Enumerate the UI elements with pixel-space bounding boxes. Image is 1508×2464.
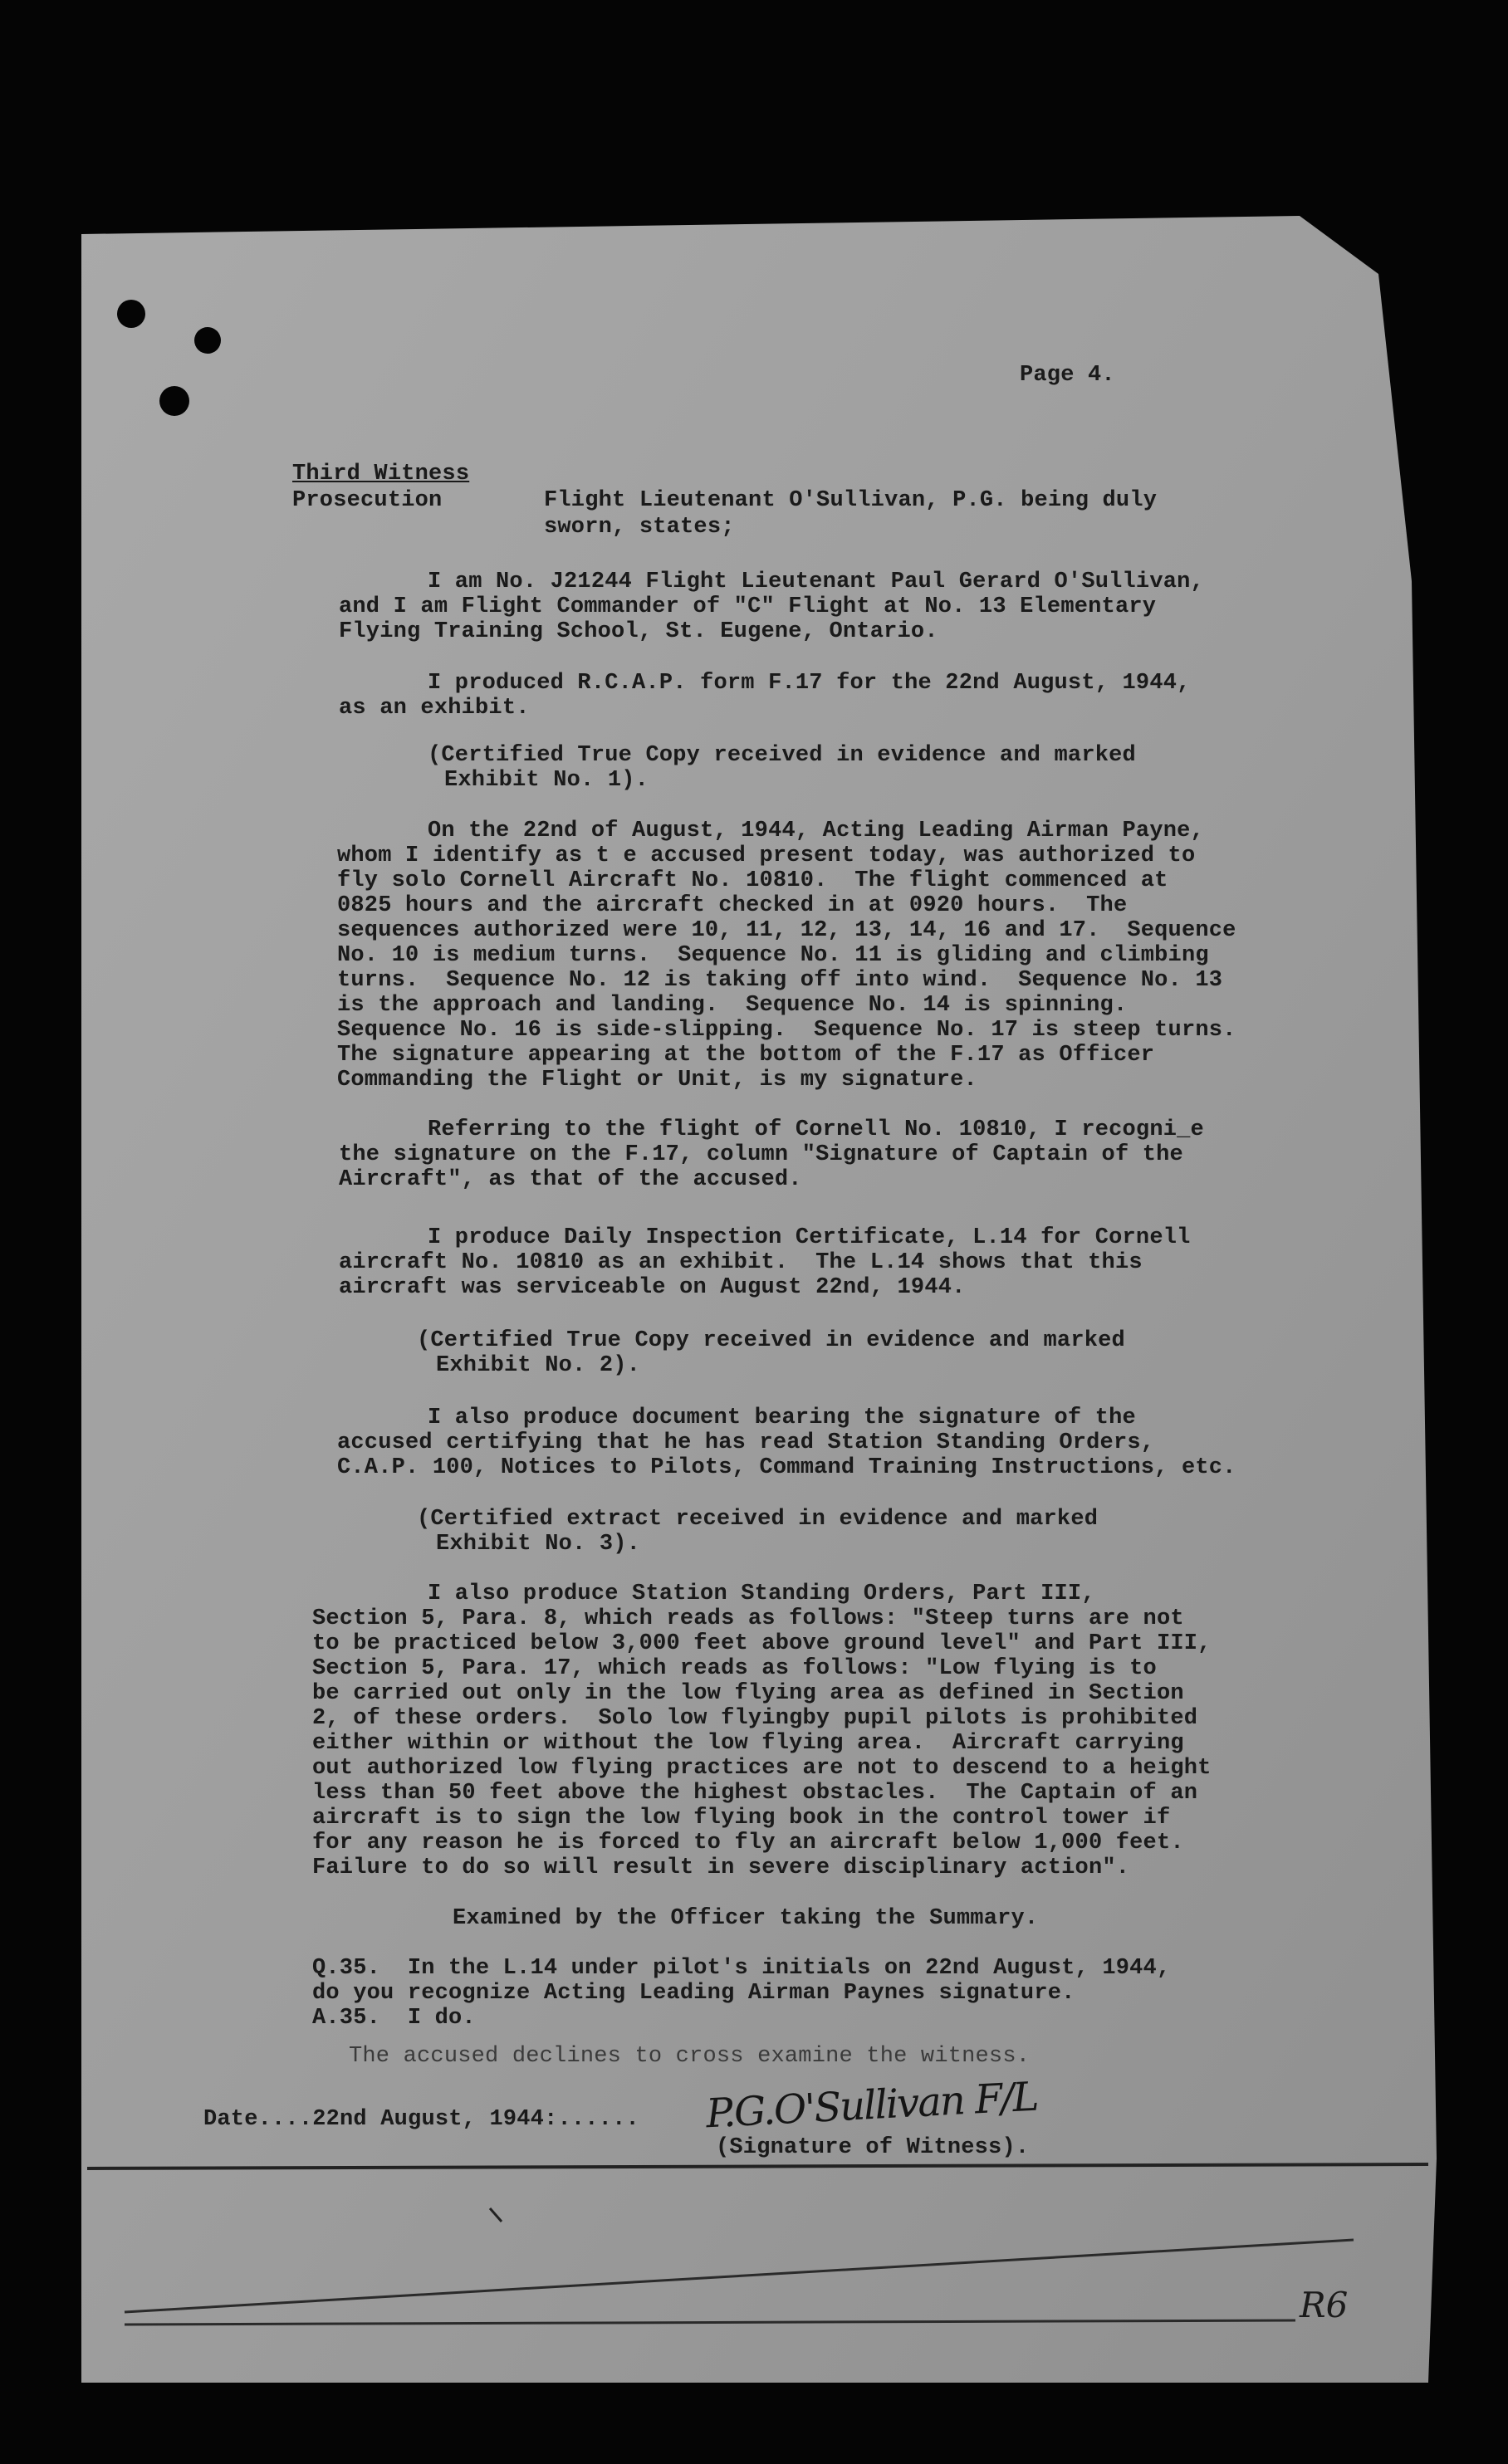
witness-intro-line-1: Flight Lieutenant O'Sullivan, P.G. being duly <box>544 488 1158 513</box>
paragraph-6-line-3: aircraft was serviceable on August 22nd, 1944. <box>339 1275 966 1300</box>
date-line: Date....22nd August, 1944:...... <box>203 2107 639 2132</box>
paragraph-5-line-3: Aircraft", as that of the accused. <box>339 1167 802 1192</box>
paragraph-8-line-3: C.A.P. 100, Notices to Pilots, Command Training Instructions, etc. <box>337 1455 1236 1480</box>
paragraph-1-line-1: I am No. J21244 Flight Lieutenant Paul Gerard O'Sullivan, <box>428 570 1204 594</box>
paragraph-4-line-3: fly solo Cornell Aircraft No. 10810. The flight commenced at <box>337 868 1168 893</box>
paragraph-10-line-10: aircraft is to sign the low flying book in the control tower if <box>312 1806 1171 1831</box>
punch-hole-top <box>117 300 145 328</box>
heading-third-witness: Third Witness <box>292 462 470 486</box>
witness-signature: P.G.O'Sullivan F/L <box>704 2073 1039 2138</box>
paragraph-4-line-1: On the 22nd of August, 1944, Acting Leading Airman Payne, <box>428 819 1204 843</box>
paragraph-10-line-8: out authorized low flying practices are not to descend to a height <box>312 1756 1212 1781</box>
paragraph-1-line-3: Flying Training School, St. Eugene, Ontario. <box>339 619 938 644</box>
paragraph-10-line-9: less than 50 feet above the highest obstacles. The Captain of an <box>312 1781 1198 1806</box>
paragraph-1-line-2: and I am Flight Commander of "C" Flight at No. 13 Elementary <box>339 594 1157 619</box>
paragraph-8-line-1: I also produce document bearing the signature of the <box>428 1406 1136 1430</box>
paragraph-4-line-7: turns. Sequence No. 12 is taking off into wind. Sequence No. 13 <box>337 968 1223 993</box>
paragraph-4-line-5: sequences authorized were 10, 11, 12, 13, 14, 16 and 17. Sequence <box>337 918 1236 943</box>
heading-prosecution: Prosecution <box>292 488 443 513</box>
corner-page-mark: R6 <box>1300 2285 1349 2325</box>
paragraph-4-line-11: Commanding the Flight or Unit, is my signature. <box>337 1068 977 1093</box>
paragraph-4-line-9: Sequence No. 16 is side-slipping. Sequence No. 17 is steep turns. <box>337 1018 1236 1043</box>
paragraph-9-line-2: Exhibit No. 3). <box>436 1532 641 1557</box>
paragraph-5-line-2: the signature on the F.17, column "Signature of Captain of the <box>339 1142 1183 1167</box>
examination-question-cont: do you recognize Acting Leading Airman Paynes signature. <box>312 1981 1075 2006</box>
paragraph-10-line-2: Section 5, Para. 8, which reads as follows: "Steep turns are not <box>312 1606 1184 1631</box>
paragraph-5-line-1: Referring to the flight of Cornell No. 10810, I recogni_e <box>428 1117 1204 1142</box>
paragraph-10-line-12: Failure to do so will result in severe disciplinary action". <box>312 1855 1130 1880</box>
paragraph-3-line-2: Exhibit No. 1). <box>444 768 649 793</box>
paragraph-4-line-4: 0825 hours and the aircraft checked in at 0920 hours. The <box>337 893 1128 918</box>
paragraph-6-line-1: I produce Daily Inspection Certificate, L.14 for Cornell <box>428 1225 1191 1250</box>
examination-answer: A.35. I do. <box>312 2006 476 2031</box>
paragraph-2-line-2: as an exhibit. <box>339 696 530 721</box>
paragraph-2-line-1: I produced R.C.A.P. form F.17 for the 22nd August, 1944, <box>428 671 1191 696</box>
page-number: Page 4. <box>1020 363 1115 388</box>
paragraph-3-line-1: (Certified True Copy received in evidence and marked <box>428 743 1136 768</box>
punch-hole-bottom <box>159 386 189 416</box>
paragraph-4-line-8: is the approach and landing. Sequence No. 14 is spinning. <box>337 993 1128 1018</box>
punch-hole-middle <box>194 327 221 354</box>
examination-heading: Examined by the Officer taking the Summary. <box>453 1906 1039 1931</box>
paragraph-9-line-1: (Certified extract received in evidence and marked <box>417 1507 1099 1532</box>
paragraph-10-line-6: 2, of these orders. Solo low flyingby pupil pilots is prohibited <box>312 1706 1198 1731</box>
signature-caption: (Signature of Witness). <box>716 2135 1030 2160</box>
cross-examination-note: The accused declines to cross examine the witness. <box>349 2044 1031 2069</box>
paragraph-4-line-6: No. 10 is medium turns. Sequence No. 11 is gliding and climbing <box>337 943 1209 968</box>
paragraph-6-line-2: aircraft No. 10810 as an exhibit. The L.14 shows that this <box>339 1250 1143 1275</box>
examination-question: Q.35. In the L.14 under pilot's initials on 22nd August, 1944, <box>312 1956 1171 1981</box>
paragraph-10-line-7: either within or without the low flying area. Aircraft carrying <box>312 1731 1184 1756</box>
paragraph-10-line-4: Section 5, Para. 17, which reads as follows: "Low flying is to <box>312 1656 1157 1681</box>
paragraph-10-line-11: for any reason he is forced to fly an aircraft below 1,000 feet. <box>312 1831 1184 1855</box>
paragraph-8-line-2: accused certifying that he has read Station Standing Orders, <box>337 1430 1155 1455</box>
paragraph-7-line-1: (Certified True Copy received in evidence and marked <box>417 1328 1125 1353</box>
paragraph-10-line-3: to be practiced below 3,000 feet above ground level" and Part III, <box>312 1631 1212 1656</box>
paragraph-7-line-2: Exhibit No. 2). <box>436 1353 641 1378</box>
paragraph-10-line-5: be carried out only in the low flying area as defined in Section <box>312 1681 1184 1706</box>
paragraph-4-line-10: The signature appearing at the bottom of the F.17 as Officer <box>337 1043 1155 1068</box>
paragraph-4-line-2: whom I identify as t e accused present today, was authorized to <box>337 843 1196 868</box>
paragraph-10-line-1: I also produce Station Standing Orders, Part III, <box>428 1582 1095 1606</box>
witness-intro-line-2: sworn, states; <box>544 515 735 540</box>
